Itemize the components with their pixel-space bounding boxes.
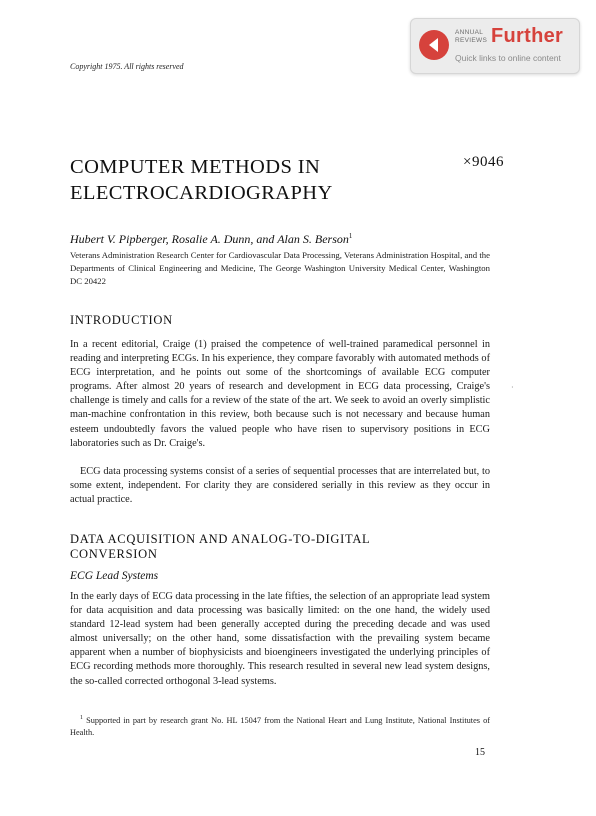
further-label: Further bbox=[491, 25, 564, 47]
title-line-2: ELECTROCARDIOGRAPHY bbox=[70, 182, 333, 204]
page-number: 15 bbox=[475, 747, 485, 758]
intro-paragraph-2: ECG data processing systems consist of a series of sequential processes that are interrelated but, to some extent, independent. For clarity they are considered serially in this review as they occur in actual practice. bbox=[70, 466, 490, 506]
publisher-name: ANNUAL REVIEWS bbox=[455, 29, 488, 44]
badge-subtitle: Quick links to online content bbox=[455, 53, 561, 63]
annual-reviews-logo-icon bbox=[419, 30, 449, 60]
title-line-1: COMPUTER METHODS IN bbox=[70, 156, 321, 178]
further-links-badge[interactable] bbox=[410, 18, 580, 74]
author-footnote-mark: 1 bbox=[348, 232, 353, 240]
footnote: $^1$ Supported in part by research grant No. HL 15047 from the National Heart and Lung Institute, National Institutes of Health. bbox=[70, 715, 490, 738]
section-heading-data-acquisition: DATA ACQUISITION AND ANALOG-TO-DIGITAL CONVERSION bbox=[70, 532, 371, 561]
intro-paragraph-1: In a recent editorial, Craige (1) praised the competence of well-trained paramedical personnel in reading and interpreting ECGs. In his experience, they compare favorably with automated methods of ECG interpretation, and he points out some of the shortcomings of available ECG computer programs. After almost 20 years of research and development in ECG data processing, Craige's challenge is timely and calls for a review of the state of the art. We seek to avoid an overly simplistic man-machine confrontation in this review, both because such is not necessary and because human esteem undoubtedly favors the valued people who have risen to supervisory positions in ECG laboratories such as Dr. Craige's. bbox=[70, 339, 490, 449]
authors-text: Hubert V. Pipberger, Rosalie A. Dunn, and Alan S. Berson bbox=[70, 232, 349, 246]
footnote-mark: 1 bbox=[80, 715, 83, 721]
article-code: ×9046 bbox=[463, 154, 504, 170]
lead-systems-paragraph: In the early days of ECG data processing in the late fifties, the selection of an appropriate lead system for data acquisition and data processing was basically limited: on the one hand, the widely used standard 12-lead system had been generally accepted during the preceding decade and was used almost universally; on the other hand, some dissatisfaction with the prevailing system became apparent when a number of biophysicists and bioengineers investigated the underlying principles of ECG recording methods more thoroughly. This research resulted in several new lead system designs, the so-called corrected orthogonal 3-lead systems. bbox=[70, 591, 490, 687]
section-heading-introduction: INTRODUCTION bbox=[70, 313, 173, 327]
article-title bbox=[70, 154, 400, 206]
subsection-heading-lead-systems: ECG Lead Systems bbox=[70, 570, 159, 582]
author-list bbox=[70, 232, 352, 247]
author-affiliation: Veterans Administration Research Center for Cardiovascular Data Processing, Veterans Administration Hospital, and the Departments of Clinical Engineering and Medicine, The George Washington University Medical Center, Washington DC 20422 bbox=[70, 250, 490, 286]
copyright-notice: Copyright 1975. All rights reserved bbox=[70, 62, 184, 71]
margin-mark: · bbox=[511, 383, 514, 392]
